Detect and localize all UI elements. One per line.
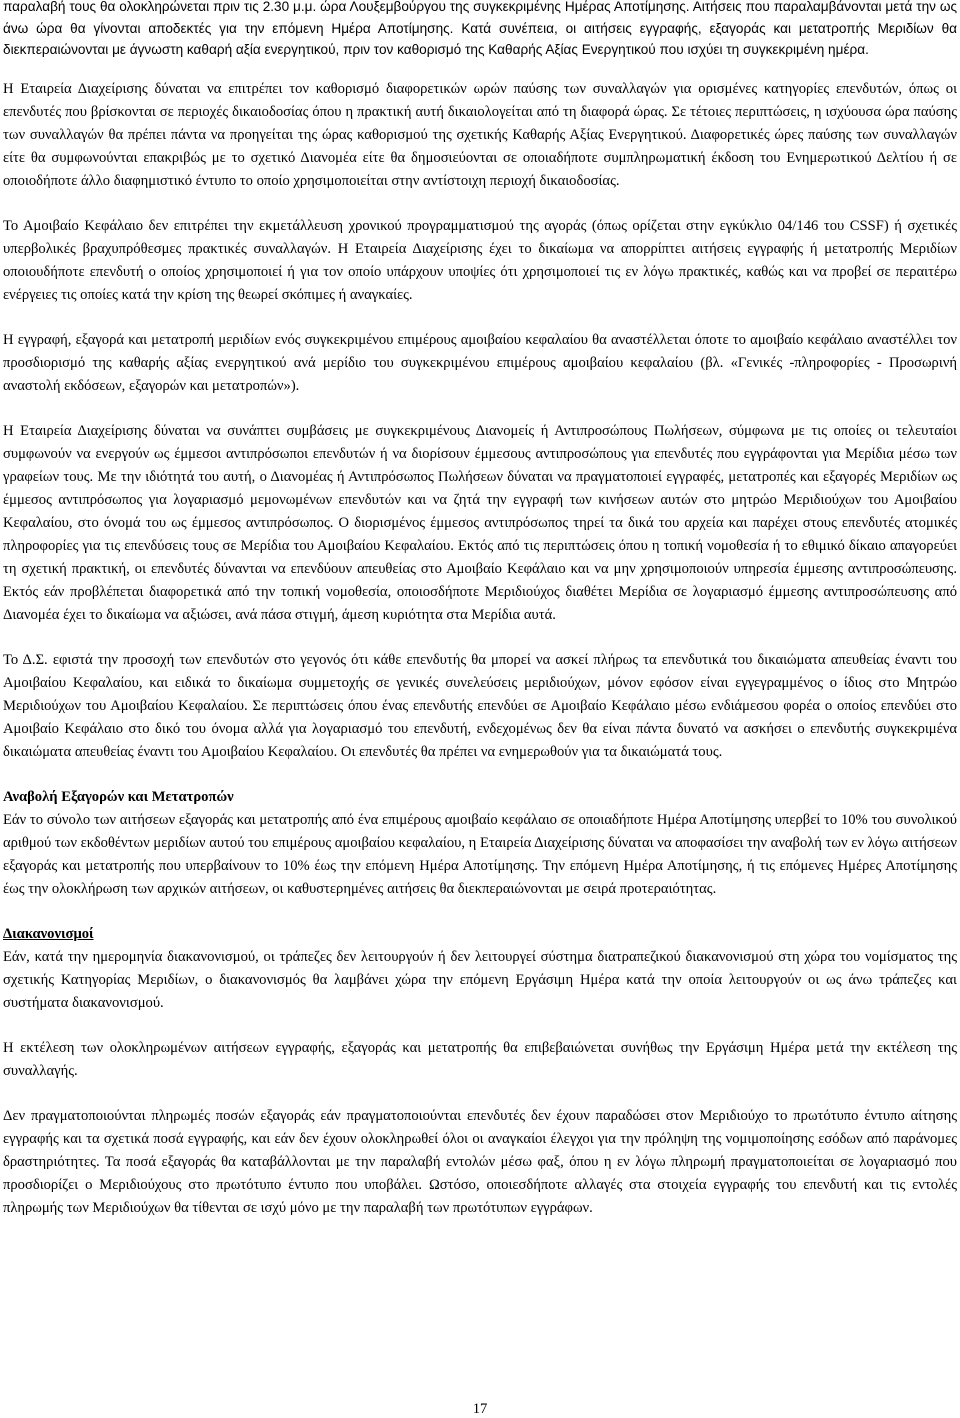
page-number: 17: [472, 1401, 488, 1417]
heading-deferral: Αναβολή Εξαγορών και Μετατροπών: [3, 788, 234, 805]
paragraph-settlement: Εάν, κατά την ημερομηνία διακανονισμού, οι τράπεζες δεν λειτουργούν ή δεν λειτουργεί σύστημα διατραπεζικού διακανονισμού στη χώρα του νομίσματος της σχετικής Κατηγορίας Μεριδίων, ο διακανονισμός θα λαμβάνει χώρα την επόμενη Εργάσιμη Ημέρα κατά την οποία λειτουργούν οι ως άνω τράπεζες και συστήματα διακανονισμού.: [3, 948, 957, 1011]
paragraph-suspension: Η εγγραφή, εξαγορά και μετατροπή μεριδίων ενός συγκεκριμένου επιμέρους αμοιβαίου κεφαλαίου θα αναστέλλεται όποτε το αμοιβαίο κεφάλαιο αναστέλλει τον προσδιορισμό της καθαρής αξίας ενεργητικού ανά μερίδιο του συγκεκριμένου επιμέρους αμοιβαίου κεφαλαίου (βλ. «Γενικές -πληροφορίες - Προσωρινή αναστολή εκδόσεων, εξαγορών και μετατροπών»).: [3, 331, 957, 394]
paragraph-dealing-cutoff: παραλαβή τους θα ολοκληρώνεται πριν τις 2.30 μ.μ. ώρα Λουξεμβούργου της συγκεκριμένης Ημέρας Αποτίμησης. Αιτήσεις που παραλαμβάνονται μετά την ως άνω ώρα θα γίνονται αποδεκτές για την επόμενη Ημέρα Αποτίμησης. Κατά συνέπεια, οι αιτήσεις εγγραφής, εξαγοράς και μετατροπής Μεριδίων θα διεκπεραιώνονται με άγνωστη καθαρή αξία ενεργητικού, πριν τον καθορισμό της Καθαρής Αξίας Ενεργητικού που ισχύει τη συγκεκριμένη ημέρα.: [3, 0, 957, 58]
paragraph-confirmation: Η εκτέλεση των ολοκληρωμένων αιτήσεων εγγραφής, εξαγοράς και μετατροπής θα επιβεβαιώνεται συνήθως την Εργάσιμη Ημέρα μετά την εκτέλεση της συναλλαγής.: [3, 1039, 957, 1079]
paragraph-redemption-payments: Δεν πραγματοποιούνται πληρωμές ποσών εξαγοράς εάν πραγματοποιούνται επενδυτές δεν έχουν παραδώσει στον Μεριδιούχο το πρωτότυπο έντυπο αίτησης εγγραφής και τα σχετικά ποσά εγγραφής, και εάν δεν έχουν ολοκληρωθεί όλοι οι αναγκαίοι έλεγχοι για την πρόληψη της νομιμοποίησης εσόδων από παράνομες δραστηριότητες. Τα ποσά εξαγοράς θα καταβάλλονται με την παραλαβή εντολών μέσω φαξ, όπου η εν λόγω πληρωμή πραγματοποιείται σε λογαριασμό που προσδιορίζει ο Μεριδιούχους στο πρωτότυπο έντυπο που υποβάλει. Ωστόσο, οποιεσδήποτε αλλαγές στα στοιχεία εγγραφής του επενδυτή και τις εντολές πληρωμής των Μεριδιούχων θα τίθενται σε ισχύ μόνο με την παραλαβή των πρωτότυπων εγγράφων.: [3, 1107, 957, 1216]
paragraph-investor-rights: Το Δ.Σ. εφιστά την προσοχή των επενδυτών στο γεγονός ότι κάθε επενδυτής θα μπορεί να ασκεί πλήρως τα επενδυτικά του δικαιώματα απευθείας έναντι του Αμοιβαίου Κεφαλαίου, και ειδικά το δικαίωμα συμμετοχής σε γενικές συνελεύσεις μεριδιούχων, μόνον εφόσον είναι εγγεγραμμένος ο ίδιος στο Μητρώο Μεριδιούχων του Αμοιβαίου Κεφαλαίου. Σε περιπτώσεις όπου ένας επενδυτής επενδύει σε Αμοιβαίο Κεφάλαιο μέσω ενδιάμεσου φορέα ο οποίος επενδύει στο Αμοιβαίο Κεφάλαιο στο δικό του όνομα αλλά για λογαριασμό του επενδυτή, ενδεχομένως δεν θα είναι πάντα δυνατό να ασκήσει ο επενδυτής συγκεκριμένα δικαιώματα απευθείας έναντι του Αμοιβαίου Κεφαλαίου. Οι επενδυτές θα πρέπει να ενημερωθούν για τα δικαιώματά τους.: [3, 651, 957, 760]
paragraph-market-timing: Το Αμοιβαίο Κεφάλαιο δεν επιτρέπει την εκμετάλλευση χρονικού προγραμματισμού της αγοράς (όπως ορίζεται στην εγκύκλιο 04/146 του CSSF) ή σχετικές υπερβολικές βραχυπρόθεσμες πρακτικές συναλλαγών. Η Εταιρεία Διαχείρισης έχει το δικαίωμα να απορρίπτει αιτήσεις εγγραφής ή μετατροπής Μεριδίων οποιουδήποτε επενδυτή ο οποίος χρησιμοποιεί ή για τον οποίο υπάρχουν υποψίες ότι χρησιμοποιεί τις εν λόγω πρακτικές, καθώς και να προβεί σε περαιτέρω ενέργειες τις οποίες κατά την κρίση της θεωρεί σκόπιμες ή αναγκαίες.: [3, 217, 957, 303]
paragraph-distributors: Η Εταιρεία Διαχείρισης δύναται να συνάπτει συμβάσεις με συγκεκριμένους Διανομείς ή Αντιπροσώπους Πωλήσεων, σύμφωνα με τις οποίες οι τελευταίοι συμφωνούν να ενεργούν ως έμμεσοι αντιπρόσωποι επενδυτών ή να διορίσουν έμμεσους αντιπροσώπους για επενδυτές που εγγράφονται για Μερίδια μέσω των γραφείων τους. Με την ιδιότητά του αυτή, ο Διανομέας ή Αντιπρόσωπος Πωλήσεων δύναται να πραγματοποιεί εγγραφές, μετατροπές και εξαγορές Μεριδίων ως έμμεσος αντιπρόσωπος για λογαριασμό μεμονωμένων επενδυτών και να ζητά την εγγραφή των κινήσεων αυτών στο μητρώο Μεριδιούχων του Αμοιβαίου Κεφαλαίου, στο όνομά του ως έμμεσος αντιπρόσωπος. Ο διορισμένος έμμεσος αντιπρόσωπος τηρεί τα δικά του αρχεία και παρέχει στους επενδυτές ατομικές πληροφορίες για τις επενδύσεις τους σε Μερίδια του Αμοιβαίου Κεφαλαίου. Εκτός από τις περιπτώσεις όπου η τοπική νομοθεσία ή το εθιμικό δίκαιο απαγορεύει τη σχετική πρακτική, οι επενδυτές δύνανται να επενδύουν απευθείας στο Αμοιβαίο Κεφάλαιο και να μην χρησιμοποιούν υπηρεσία έμμεσης αντιπροσώπευσης. Εκτός εάν προβλέπεται διαφορετικά από την τοπική νομοθεσία, οποιοσδήποτε Μεριδιούχος διαθέτει Μερίδια σε λογαριασμό έμμεσης αντιπροσώπευσης από Διανομέα έχει το δικαίωμα να αξιώσει, ανά πάσα στιγμή, άμεση κυριότητα στα Μερίδια αυτά.: [3, 422, 957, 623]
document-page: [3, 0, 957, 1220]
heading-settlement: Διακανονισμοί: [3, 925, 94, 942]
paragraph-deferral: Εάν το σύνολο των αιτήσεων εξαγοράς και μετατροπής από ένα επιμέρους αμοιβαίο κεφάλαιο σε οποιαδήποτε Ημέρα Αποτίμησης υπερβεί το 10% του συνολικού αριθμού των εκδοθέντων μεριδίων αυτού του επιμέρους αμοιβαίου κεφαλαίου, η Εταιρεία Διαχείρισης δύναται να αποφασίσει την αναβολή των εν λόγω αιτήσεων εξαγοράς και μετατροπής που υπερβαίνουν το 10% έως την επόμενη Ημέρα Αποτίμησης. Την επόμενη Ημέρα Αποτίμησης, ή τις επόμενες Ημέρες Αποτίμησης έως την ολοκλήρωση των αρχικών αιτήσεων, οι καθυστερημένες αιτήσεις θα διεκπεραιώνονται με σειρά προτεραιότητας.: [3, 811, 957, 897]
paragraph-cutoff-times: Η Εταιρεία Διαχείρισης δύναται να επιτρέπει τον καθορισμό διαφορετικών ωρών παύσης των συναλλαγών για ορισμένες κατηγορίες επενδυτών, όπως οι επενδυτές που βρίσκονται σε περιοχές δικαιοδοσίας όπου η πρακτική αυτή δικαιολογείται από τη διαφορά ώρας. Σε τέτοιες περιπτώσεις, η ισχύουσα ώρα παύσης των συναλλαγών θα πρέπει πάντα να προηγείται της ώρας καθορισμού της σχετικής Καθαρής Αξίας Ενεργητικού. Διαφορετικές ώρες παύσης των συναλλαγών είτε θα συμφωνούνται επακριβώς με το σχετικό Διανομέα είτε θα δημοσιεύονται σε οποιαδήποτε συμπληρωματική έκδοση του Ενημερωτικού Δελτίου ή σε οποιοδήποτε άλλο διαφημιστικό έντυπο το οποίο χρησιμοποιείται στην αντίστοιχη περιοχή δικαιοδοσίας.: [3, 80, 957, 189]
